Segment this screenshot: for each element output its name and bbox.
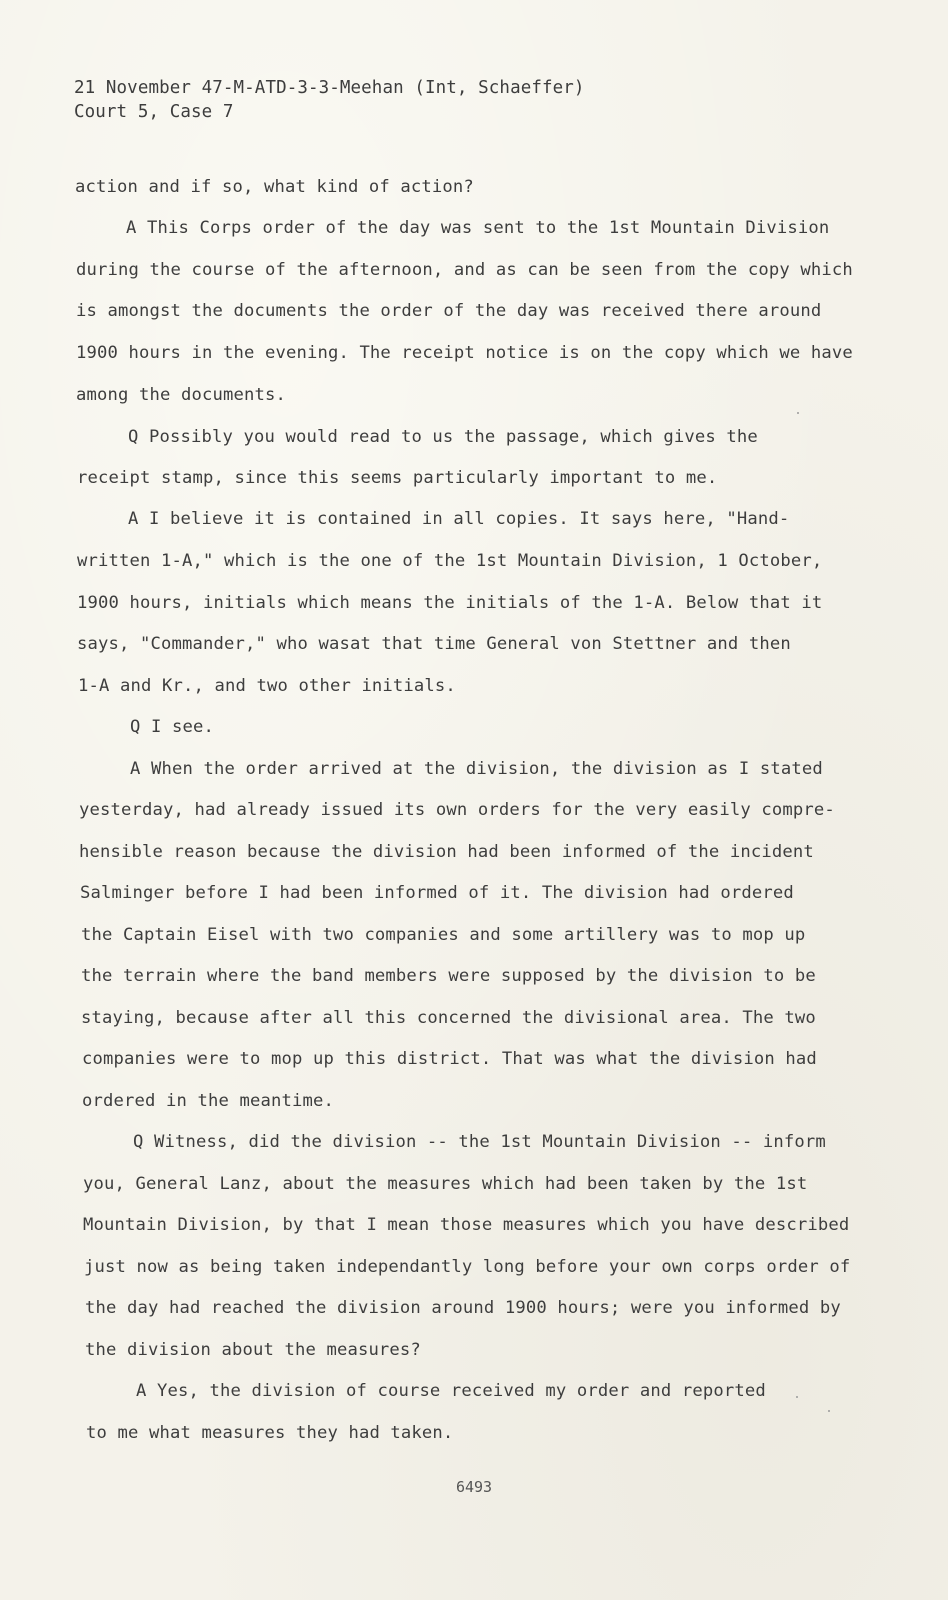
transcript-line: during the course of the afternoon, and as can be seen from the copy which: [76, 260, 853, 280]
transcript-line: 1900 hours in the evening. The receipt notice is on the copy which we have: [76, 343, 853, 363]
transcript-line: A I believe it is contained in all copies. It says here, "Hand-: [128, 509, 790, 529]
transcript-line: the day had reached the division around 1900 hours; were you informed by: [85, 1298, 841, 1318]
transcript-line: just now as being taken independantly long before your own corps order of: [84, 1257, 851, 1277]
transcript-line: Mountain Division, by that I mean those measures which you have described: [83, 1215, 850, 1235]
document-header: [74, 76, 585, 124]
transcript-line: you, General Lanz, about the measures which had been taken by the 1st: [83, 1174, 808, 1194]
transcript-line: to me what measures they had taken.: [86, 1423, 454, 1443]
transcript-line: the Captain Eisel with two companies and some artillery was to mop up: [81, 925, 806, 945]
transcript-line: ordered in the meantime.: [82, 1091, 334, 1111]
transcript-line: among the documents.: [76, 385, 286, 405]
transcript-line: receipt stamp, since this seems particularly important to me.: [77, 468, 718, 488]
transcript-line: hensible reason because the division had been informed of the incident: [79, 842, 814, 862]
paper-speck: [828, 1410, 830, 1412]
header-line-2: Court 5, Case 7: [74, 102, 234, 122]
transcript-line: 1-A and Kr., and two other initials.: [78, 676, 456, 696]
paper-speck: [796, 1396, 798, 1398]
transcript-line: yesterday, had already issued its own orders for the very easily compre-: [79, 800, 835, 820]
transcript-line: A This Corps order of the day was sent to the 1st Mountain Division: [126, 218, 830, 238]
transcript-line: Q Possibly you would read to us the passage, which gives the: [128, 427, 758, 447]
transcript-line: says, "Commander," who wasat that time General von Stettner and then: [77, 634, 791, 654]
transcript-line: written 1-A," which is the one of the 1st Mountain Division, 1 October,: [77, 551, 823, 571]
transcript-line: is amongst the documents the order of the day was received there around: [76, 301, 822, 321]
transcript-line: staying, because after all this concerned the divisional area. The two: [81, 1008, 816, 1028]
transcript-line: Q Witness, did the division -- the 1st Mountain Division -- inform: [133, 1132, 826, 1152]
transcript-line: the division about the measures?: [85, 1340, 421, 1360]
transcript-line: A When the order arrived at the division, the division as I stated: [130, 759, 823, 779]
transcript-line: Q I see.: [130, 717, 214, 737]
transcript-line: Salminger before I had been informed of it. The division had ordered: [80, 883, 794, 903]
transcript-line: A Yes, the division of course received my order and reported: [136, 1381, 766, 1401]
transcript-line: 1900 hours, initials which means the initials of the 1-A. Below that it: [77, 593, 823, 613]
page-number: 6493: [455, 1478, 493, 1496]
transcript-line: companies were to mop up this district. That was what the division had: [82, 1049, 817, 1069]
transcript-line: action and if so, what kind of action?: [75, 177, 474, 197]
transcript-line: the terrain where the band members were supposed by the division to be: [81, 966, 816, 986]
header-line-1: 21 November 47-M-ATD-3-3-Meehan (Int, Schaeffer): [74, 78, 585, 98]
paper-speck: [797, 412, 799, 414]
